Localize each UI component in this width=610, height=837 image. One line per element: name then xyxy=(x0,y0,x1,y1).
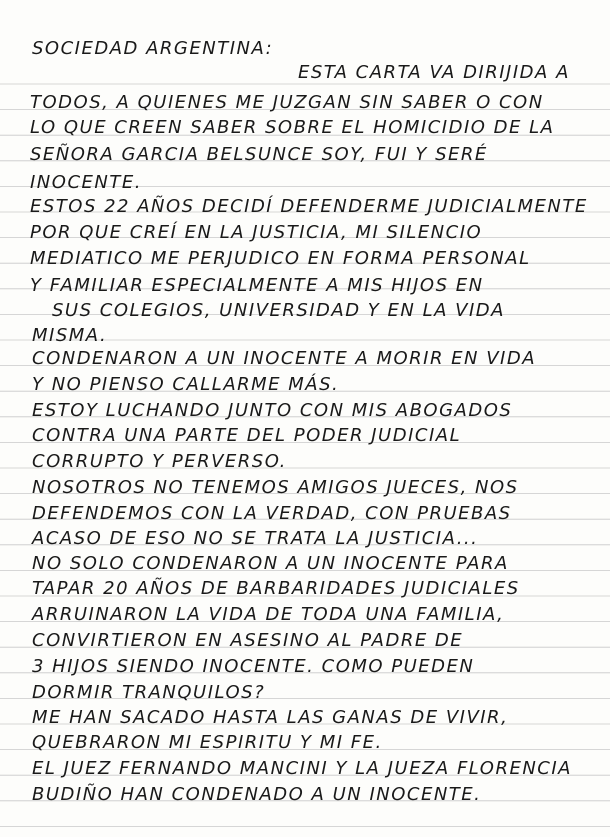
letter-line: SOCIEDAD ARGENTINA: xyxy=(32,38,274,59)
letter-line: EL JUEZ FERNANDO MANCINI Y LA JUEZA FLORENCIA xyxy=(32,758,572,779)
letter-line: CONTRA UNA PARTE DEL PODER JUDICIAL xyxy=(32,425,462,446)
letter-line: MISMA. xyxy=(32,325,108,346)
letter-line: SUS COLEGIOS, UNIVERSIDAD Y EN LA VIDA xyxy=(52,300,505,321)
letter-line: ESTA CARTA VA DIRIJIDA A xyxy=(298,62,570,83)
letter-line: CONDENARON A UN INOCENTE A MORIR EN VIDA xyxy=(32,348,537,369)
letter-line: 3 HIJOS SIENDO INOCENTE. COMO PUEDEN xyxy=(32,656,475,677)
letter-line: TAPAR 20 AÑOS DE BARBARIDADES JUDICIALES xyxy=(32,578,520,599)
letter-line: ESTOS 22 AÑOS DECIDÍ DEFENDERME JUDICIALMENTE xyxy=(30,196,588,217)
letter-line: ARRUINARON LA VIDA DE TODA UNA FAMILIA, xyxy=(32,604,505,625)
letter-line: MEDIATICO ME PERJUDICO EN FORMA PERSONAL xyxy=(30,248,531,269)
letter-line: ACASO DE ESO NO SE TRATA LA JUSTICIA... xyxy=(32,528,479,549)
letter-line: LO QUE CREEN SABER SOBRE EL HOMICIDIO DE LA xyxy=(30,117,555,138)
letter-line: Y FAMILIAR ESPECIALMENTE A MIS HIJOS EN xyxy=(30,275,484,296)
letter-line: NOSOTROS NO TENEMOS AMIGOS JUECES, NOS xyxy=(32,477,519,498)
letter-line: TODOS, A QUIENES ME JUZGAN SIN SABER O CON xyxy=(30,92,544,113)
letter-line: POR QUE CREÍ EN LA JUSTICIA, MI SILENCIO xyxy=(30,222,483,243)
letter-line: INOCENTE. xyxy=(30,172,142,193)
letter-line: CORRUPTO Y PERVERSO. xyxy=(32,451,287,472)
letter-line: CONVIRTIERON EN ASESINO AL PADRE DE xyxy=(32,630,464,651)
letter-line: ME HAN SACADO HASTA LAS GANAS DE VIVIR, xyxy=(32,707,509,728)
letter-line: DEFENDEMOS CON LA VERDAD, CON PRUEBAS xyxy=(32,503,512,524)
letter-line: NO SOLO CONDENARON A UN INOCENTE PARA xyxy=(32,553,509,574)
letter-line: SEÑORA GARCIA BELSUNCE SOY, FUI Y SERÉ xyxy=(30,144,488,165)
letter-line: QUEBRARON MI ESPIRITU Y MI FE. xyxy=(32,732,383,753)
letter-line: BUDIÑO HAN CONDENADO A UN INOCENTE. xyxy=(32,784,482,805)
letter-line: ESTOY LUCHANDO JUNTO CON MIS ABOGADOS xyxy=(32,400,513,421)
letter-line: DORMIR TRANQUILOS? xyxy=(32,682,266,703)
letter-line: Y NO PIENSO CALLARME MÁS. xyxy=(32,374,340,395)
